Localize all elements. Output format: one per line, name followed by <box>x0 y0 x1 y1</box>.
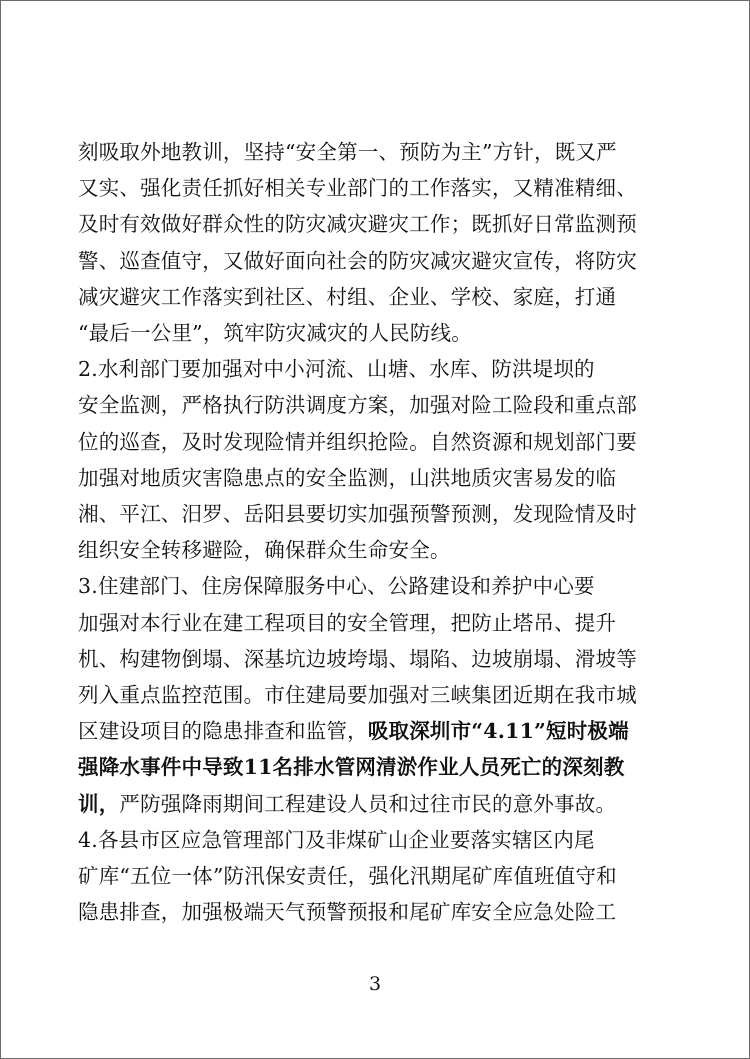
text-line <box>78 319 472 347</box>
text-line <box>78 753 624 781</box>
text-segment: 加强对本行业在建工程项目的安全管理，把防止塔吊、提升 <box>78 610 617 635</box>
text-segment: 机、构建物倒塌、深基坑边坡垮塌、塌陷、边坡崩塌、滑坡等 <box>78 646 637 671</box>
text-segment: 刻吸取外地教训，坚持“安全第一、预防为主”方针，既又严 <box>78 140 617 164</box>
text-line <box>78 862 617 890</box>
text-segment: 矿库“五位一体”防汛保安责任，强化汛期尾矿库值班值守和 <box>78 864 617 888</box>
text-line <box>78 247 637 275</box>
text-line <box>78 645 637 673</box>
text-line <box>78 174 637 202</box>
text-line <box>78 210 637 238</box>
bold-text-segment: 吸取深圳市“4.11”短时极端 <box>367 719 629 744</box>
text-line <box>78 681 637 709</box>
text-segment: 区建设项目的隐患排查和监管， <box>78 719 368 744</box>
bold-text-segment: 强降水事件中导致11名排水管网清淤作业人员死亡的深刻教 <box>78 755 625 780</box>
text-segment: 3.住建部门、住房保障服务中心、公路建设和养护中心要 <box>78 574 595 599</box>
text-segment: 湘、平江、汨罗、岳阳县要切实加强预警预测，发现险情及时 <box>78 502 637 526</box>
bold-text-segment: 训， <box>78 791 120 816</box>
text-segment: 2.水利部门要加强对中小河流、山塘、水库、防洪堤坝的 <box>78 357 595 382</box>
text-line <box>78 391 637 419</box>
text-segment: 警、巡查值守，又做好面向社会的防灾减灾避灾宣传，将防灾 <box>78 248 637 273</box>
text-segment: 减灾避灾工作落实到社区、村组、企业、学校、家庭，打通 <box>78 284 617 309</box>
text-segment: 加强对地质灾害隐患点的安全监测，山洪地质灾害易发的临 <box>78 465 617 490</box>
text-line <box>78 283 616 311</box>
text-segment: 隐患排查，加强极端天气预警预报和尾矿库安全应急处险工 <box>78 900 617 925</box>
text-line <box>78 500 637 528</box>
text-segment: 位的巡查，及时发现险情并组织抢险。自然资源和规划部门要 <box>78 429 637 454</box>
text-segment: 列入重点监控范围。市住建局要加强对三峡集团近期在我市城 <box>78 683 637 707</box>
text-line <box>78 572 595 600</box>
text-line <box>78 355 595 383</box>
text-line <box>78 826 595 854</box>
text-segment: 组织安全转移避险，确保群众生命安全。 <box>78 538 451 563</box>
text-line <box>78 717 629 745</box>
text-line <box>78 138 617 166</box>
page-number: 3 <box>368 973 382 995</box>
text-line <box>78 790 616 818</box>
text-segment: “最后一公里”，筑牢防灾减灾的人民防线。 <box>78 321 472 345</box>
text-line <box>78 898 616 926</box>
text-segment: 4.各县市区应急管理部门及非煤矿山企业要落实辖区内尾 <box>78 827 595 852</box>
text-line <box>78 609 616 637</box>
text-segment: 安全监测，严格执行防洪调度方案，加强对险工险段和重点部 <box>78 393 637 418</box>
text-line <box>78 464 616 492</box>
text-segment: 及时有效做好群众性的防灾减灾避灾工作；既抓好日常监测预 <box>78 212 637 237</box>
text-segment: 又实、强化责任抓好相关专业部门的工作落实，又精准精细、 <box>78 176 637 201</box>
text-line <box>78 428 637 456</box>
text-segment: 严防强降雨期间工程建设人员和过往市民的意外事故。 <box>119 791 617 816</box>
text-line <box>78 536 451 564</box>
